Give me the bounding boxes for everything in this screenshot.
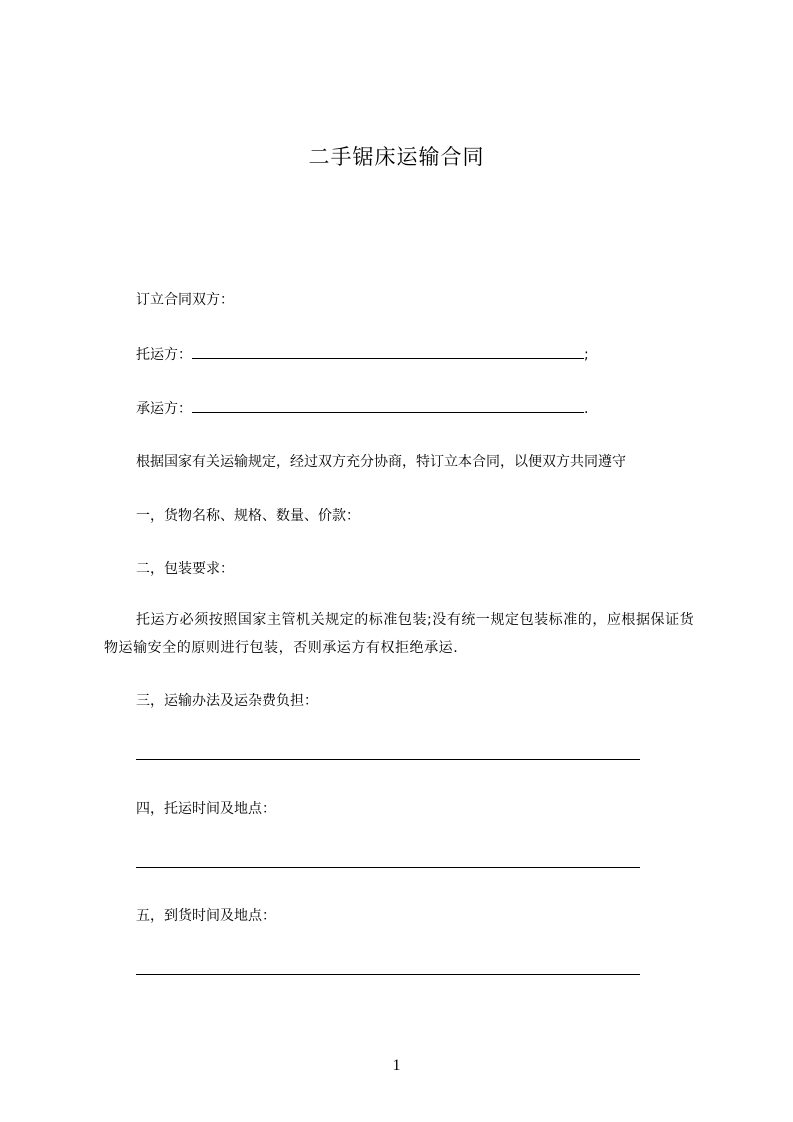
parties-heading: 订立合同双方： bbox=[136, 292, 234, 308]
section-5-heading: 五，到货时间及地点： bbox=[136, 908, 276, 924]
section-4-blank[interactable] bbox=[136, 867, 640, 868]
shipper-line bbox=[136, 344, 589, 365]
section-4-heading: 四，托运时间及地点： bbox=[136, 801, 276, 817]
document-title: 二手锯床运输合同 bbox=[308, 145, 485, 169]
carrier-line bbox=[136, 398, 588, 419]
shipper-end: ; bbox=[584, 347, 589, 363]
section-1-heading: 一，货物名称、规格、数量、价款： bbox=[136, 508, 360, 524]
section-3-blank[interactable] bbox=[136, 759, 640, 760]
carrier-blank[interactable] bbox=[192, 398, 584, 413]
shipper-label: 托运方： bbox=[136, 347, 192, 363]
section-2-heading: 二，包装要求： bbox=[136, 561, 234, 577]
section-5-blank[interactable] bbox=[136, 974, 640, 975]
section-3-heading: 三，运输办法及运杂费负担： bbox=[136, 693, 318, 709]
shipper-blank[interactable] bbox=[192, 344, 584, 359]
preamble: 根据国家有关运输规定，经过双方充分协商，特订立本合同，以便双方共同遵守 bbox=[136, 454, 626, 470]
carrier-label: 承运方： bbox=[136, 401, 192, 417]
page-number: 1 bbox=[392, 1057, 401, 1074]
carrier-end: . bbox=[584, 401, 589, 417]
section-2-body: 托运方必须按照国家主管机关规定的标准包装;没有统一规定包装标准的，应根据保证货物运输安全的原则进行包装，否则承运方有权拒绝承运. bbox=[104, 612, 695, 656]
